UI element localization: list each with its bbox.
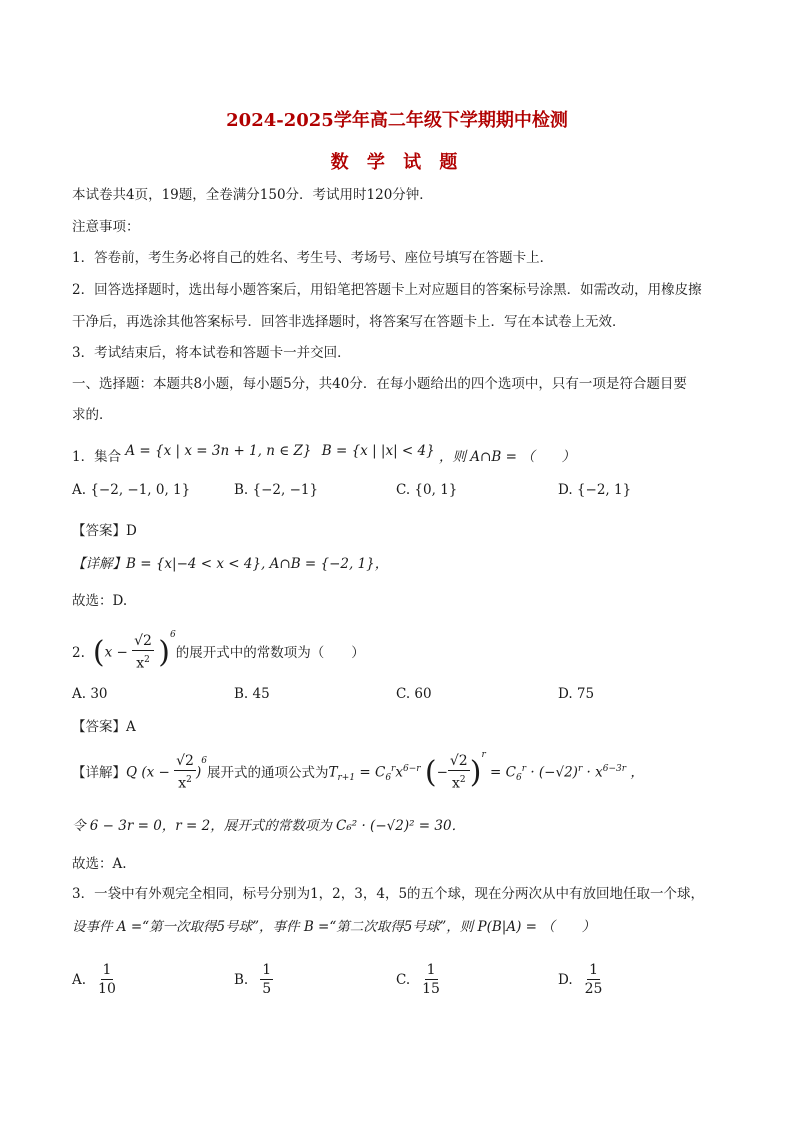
q1-answer: 【答案】D [72,523,137,539]
note-2-line-1: 2．回答选择题时，选出每小题答案后，用铅笔把答题卡上对应题目的答案标号涂黑．如需改动，用橡皮擦 [72,282,702,298]
q1-option-a: A. {−2, −1, 0, 1} [72,482,191,498]
q3-option-a-label: A. [72,972,87,988]
page-title: 2024-2025学年高二年级下学期期中检测 [226,110,568,131]
exam-summary: 本试卷共4页，19题，全卷满分150分．考试用时120分钟． [72,187,433,203]
question-2-stem [72,630,365,676]
question-2-prefix: 2. [72,645,85,661]
note-3: 3．考试结束后，将本试卷和答题卡一并交回． [72,345,351,361]
q3-option-a-denominator: 10 [98,981,116,997]
question-1-ask: ，则 A∩B = （ ） [439,449,576,465]
term-expansion-formula: $T_{r+1} = C_6^rx^{6-r}$ (− $\frac{√2}{x^2}$ )$^r = C_6^r \cdot (-√2)^r \cdot x^{6-3r}$ ， [328,750,644,792]
q2-detail-mid: 展开式的通项公式为 [206,765,329,781]
q3-option-c-label: C. [396,972,411,988]
q3-option-d-label: D. [558,972,573,988]
q1-option-c: C. {0, 1} [396,482,458,498]
q2-constant-term: 令 6 − 3r = 0，r = 2，展开式的常数项为 C₆² · (−√2)² = 30． [72,818,466,834]
q3-option-d-numerator: 1 [589,962,599,978]
question-1-prefix: 1．集合 [72,449,122,465]
set-a-formula: A = {x | x = 3n + 1, n ∈ Z} [125,443,312,459]
page-subtitle: 数 学 试 题 [330,152,464,173]
q3-option-b-numerator: 1 [262,962,272,978]
section-heading-line-1: 一、选择题：本题共8小题，每小题5分，共40分．在每小题给出的四个选项中，只有一项是符合题目要 [72,376,687,392]
notes-title: 注意事项： [72,219,140,235]
question-3-line-2: 设事件 A =“第一次取得5号球”，事件 B =“第二次取得5号球”，则 P(B|A) = （ ） [72,919,596,935]
q3-option-c-numerator: 1 [426,962,436,978]
q1-option-b: B. {−2, −1} [234,482,319,498]
q3-option-b-denominator: 5 [262,981,272,997]
q2-detail [72,748,644,798]
question-3-line-1: 3．一袋中有外观完全相同，标号分别为1，2，3，4，5的五个球，现在分两次从中有放回地任取一个球， [72,886,705,902]
question-1-stem [72,443,576,466]
q3-option-c-denominator: 15 [422,981,440,997]
q2-option-d: D. 75 [558,686,595,702]
q1-option-d: D. {−2, 1} [558,482,632,498]
q1-conclusion: 故选：D. [72,593,128,609]
q2-option-b: B. 45 [234,686,270,702]
note-2-line-2: 干净后，再选涂其他答案标号．回答非选择题时，将答案写在答题卡上．写在本试卷上无效． [72,314,626,330]
q3-option-b-label: B. [234,972,249,988]
q3-option-a [72,962,116,998]
q3-option-c [396,962,440,998]
binomial-expression: (x − $\frac{√2}{x^2}$ )$^6$ [92,630,176,672]
q2-option-c: C. 60 [396,686,432,702]
q1-detail: 【详解】B = {x|−4 < x < 4}, A∩B = {−2, 1}， [72,556,389,572]
note-1: 1．答卷前，考生务必将自己的姓名、考生号、考场号、座位号填写在答题卡上． [72,250,554,266]
q3-option-a-numerator: 1 [102,962,112,978]
general-term-formula: Q (x − $\frac{√2}{x^2}$ )$^6$ [126,753,207,792]
q3-option-b [234,962,273,998]
q2-conclusion: 故选：A. [72,856,127,872]
q3-option-d-denominator: 25 [584,981,603,997]
set-b-formula: B = {x | |x| < 4} [321,443,435,459]
question-2-stem-tail: 的展开式中的常数项为（ ） [175,645,365,661]
q3-option-d [558,962,602,998]
q2-answer: 【答案】A [72,719,136,735]
q2-option-a: A. 30 [72,686,108,702]
section-heading-line-2: 求的． [72,407,113,423]
q2-detail-label: 【详解】 [72,765,126,781]
